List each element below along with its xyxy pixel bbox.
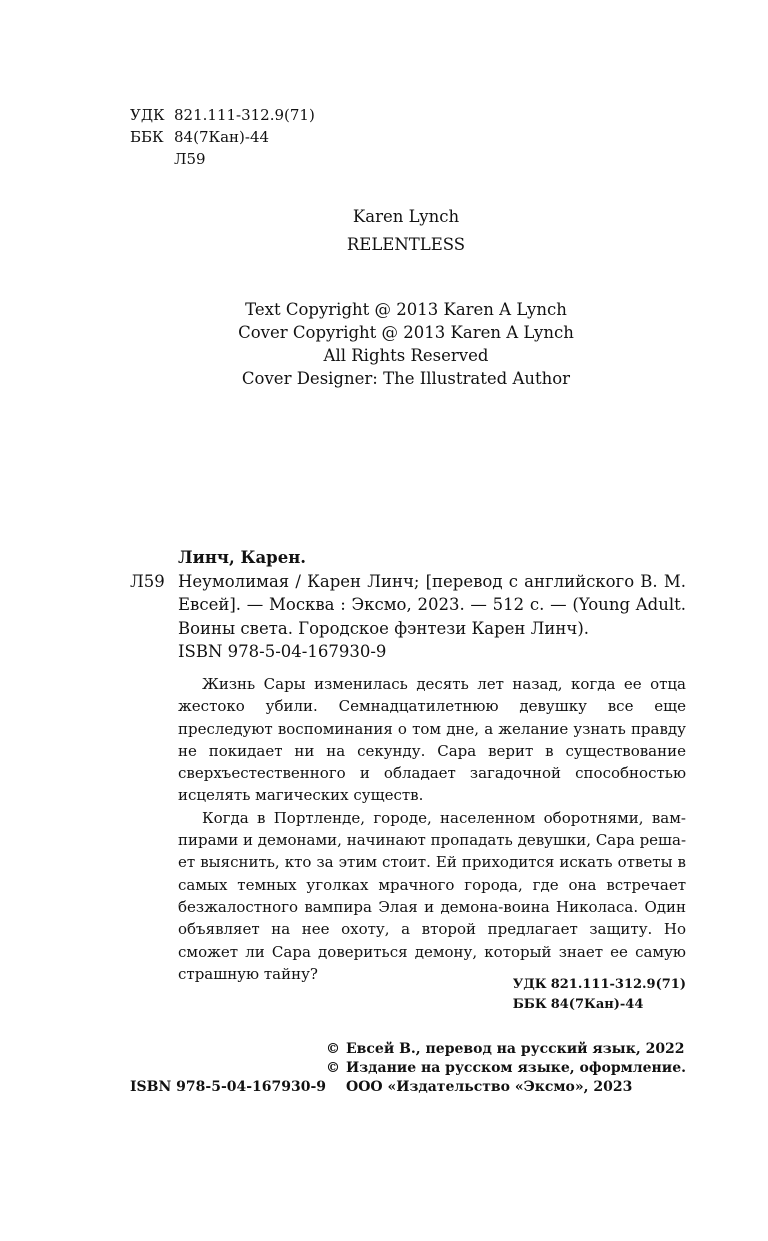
udk-label-right: УДК xyxy=(512,977,547,992)
copyright-notices xyxy=(326,1040,686,1097)
bbk-label-right: ББК xyxy=(512,997,547,1012)
rights-line: Cover Copyright @ 2013 Karen A Lynch xyxy=(238,323,574,342)
rights-line: Text Copyright @ 2013 Karen A Lynch xyxy=(245,300,567,319)
copyright-line: ООО «Издательство «Эксмо», 2023 xyxy=(346,1079,633,1095)
original-author: Karen Lynch xyxy=(352,207,460,226)
udk-label: УДК xyxy=(130,106,165,124)
classification-block xyxy=(130,104,315,170)
bbk-label: ББК xyxy=(130,128,164,146)
annotation-paragraph: Жизнь Сары изменилась десять лет назад, когда ее отца жестоко убили. Семнадцатилетнюю девушку все еще преследуют воспоминания о том дне, а желание узнать правду не покидает ни на секунду. Сара верит в существование сверхъестественного и обладает загадочной способностью исцелять магических существ. xyxy=(178,675,686,805)
bibliographic-record xyxy=(130,546,686,664)
bib-entry xyxy=(130,570,686,641)
copyright-symbol: © xyxy=(326,1041,340,1057)
bib-author-heading: Линч, Карен. xyxy=(178,548,307,567)
bib-code: Л59 xyxy=(130,571,165,591)
author-sign: Л59 xyxy=(174,150,206,168)
original-title: RELENTLESS xyxy=(346,235,466,254)
bbk-value-right: 84(7Кан)-44 xyxy=(550,997,644,1012)
bib-description: Неумолимая / Карен Линч; [перевод с английского В. М. Евсей]. — Москва : Эксмо, 2023. — 512 с. — (Young Adult. Воины света. Городское фэнтези Карен Линч). xyxy=(178,571,686,638)
annotation xyxy=(178,673,686,985)
bib-isbn: ISBN 978-5-04-167930-9 xyxy=(178,642,387,661)
rights-line: All Rights Reserved xyxy=(323,346,489,365)
classification-right xyxy=(513,975,686,1015)
isbn-bottom: ISBN 978-5-04-167930-9 xyxy=(130,1079,327,1095)
bbk-value: 84(7Кан)-44 xyxy=(174,128,270,146)
copyright-symbol: © xyxy=(326,1060,340,1076)
annotation-paragraph: Когда в Портленде, городе, населенном оборотнями, вампирами и демонами, начинают пропадать девушки, Сара решает выяснить, кто за этим стоит. Ей приходится искать ответы в самых темных уголках мрачного города, где она встречает безжалостного вампира Элая и демона-воина Николаса. Один объявляет на нее охоту, а второй предлагает защиту. Но сможет ли Сара довериться демону, который знает ее самую страшную тайну? xyxy=(178,808,687,983)
rights-line: Cover Designer: The Illustrated Author xyxy=(241,369,571,388)
copyright-line: Издание на русском языке, оформление. xyxy=(346,1060,686,1076)
copyright-line: Евсей В., перевод на русский язык, 2022 xyxy=(346,1041,685,1057)
udk-value-right: 821.111-312.9(71) xyxy=(550,977,686,992)
udk-value: 821.111-312.9(71) xyxy=(174,106,315,124)
